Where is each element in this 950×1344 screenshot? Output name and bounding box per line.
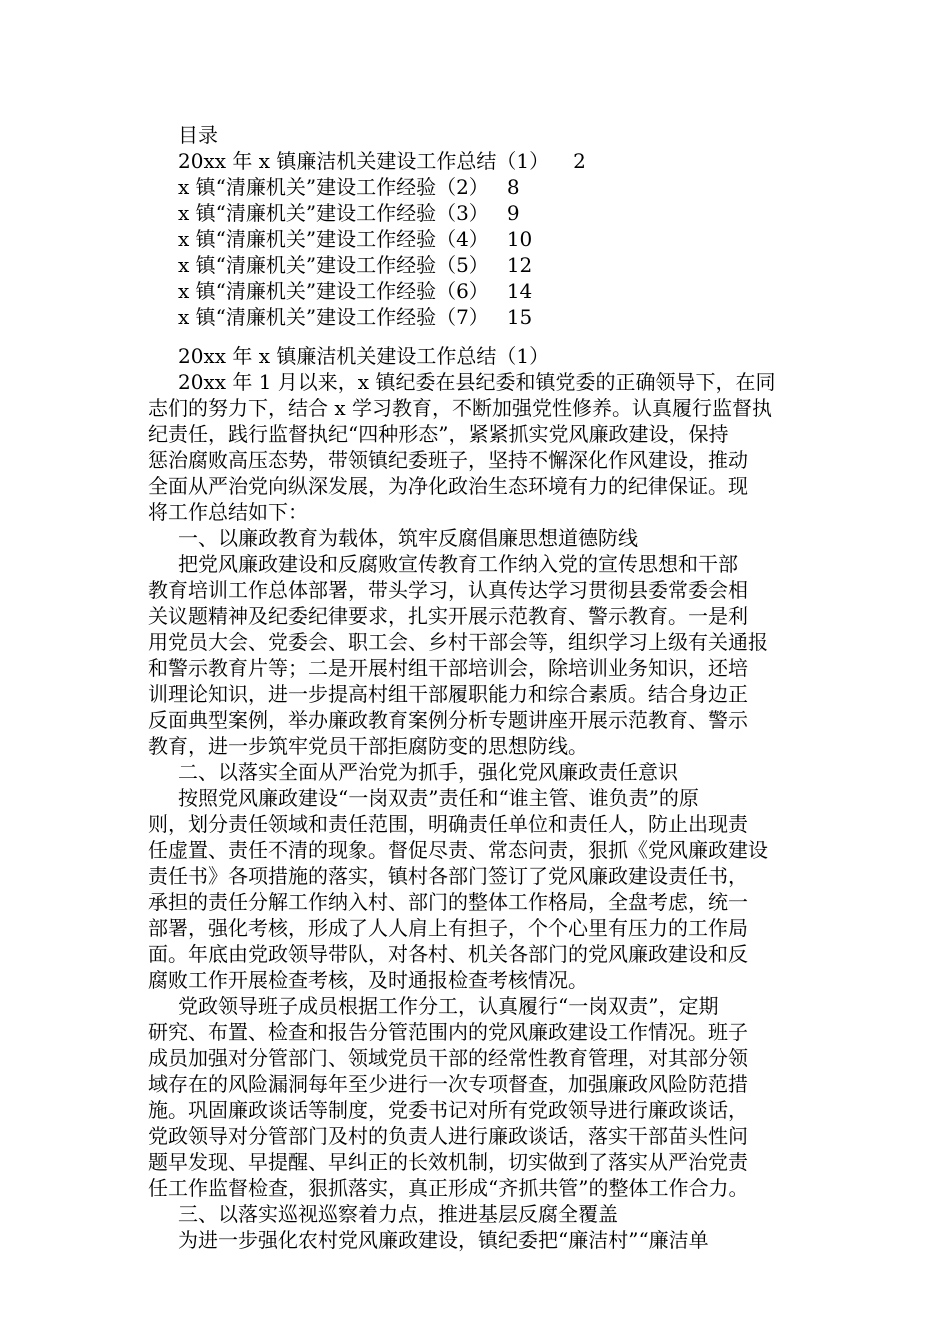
toc-item-page: 8 xyxy=(506,175,520,199)
toc-item-label: x 镇“清廉机关”建设工作经验（4） xyxy=(178,227,489,251)
text-line: 腐败工作开展检查考核，及时通报检查考核情况。 xyxy=(148,968,588,992)
text-line: 责任书》各项措施的落实，镇村各部门签订了党风廉政建设责任书， xyxy=(148,864,748,888)
toc-item[interactable] xyxy=(178,252,778,278)
toc-item-page: 12 xyxy=(506,253,533,277)
toc-item[interactable] xyxy=(178,226,778,252)
text-line: 按照党风廉政建设“一岗双责”责任和“谁主管、谁负责”的原 xyxy=(178,786,699,810)
text-line: 党政领导班子成员根据工作分工，认真履行“一岗双责”，定期 xyxy=(178,994,719,1018)
text-line: 则，划分责任领域和责任范围，明确责任单位和责任人，防止出现责 xyxy=(148,812,748,836)
text-line: 将工作总结如下： xyxy=(148,500,308,524)
text-line: 教育培训工作总体部署，带头学习，认真传达学习贯彻县委常委会相 xyxy=(148,578,748,602)
text-line: 任虚置、责任不清的现象。督促尽责、常态问责，狠抓《党风廉政建设 xyxy=(148,838,768,862)
toc-item-page: 2 xyxy=(573,149,586,173)
document-title: 20xx 年 x 镇廉洁机关建设工作总结（1） xyxy=(178,344,550,368)
toc-item-label: x 镇“清廉机关”建设工作经验（6） xyxy=(178,279,489,303)
text-line: 用党员大会、党委会、职工会、乡村干部会等，组织学习上级有关通报 xyxy=(148,630,768,654)
text-line: 20xx 年 1 月以来，x 镇纪委在县纪委和镇党委的正确领导下，在同 xyxy=(178,370,776,394)
text-line: 题早发现、早提醒、早纠正的长效机制，切实做到了落实从严治党责 xyxy=(148,1150,748,1174)
toc-item-page: 9 xyxy=(506,201,520,225)
text-line: 为进一步强化农村党风廉政建设，镇纪委把“廉洁村”“廉洁单 xyxy=(178,1228,709,1252)
toc-item-page: 15 xyxy=(506,305,533,329)
toc-item-page: 14 xyxy=(506,279,533,303)
toc-item-label: x 镇“清廉机关”建设工作经验（3） xyxy=(178,201,489,225)
text-line: 任工作监督检查，狠抓落实，真正形成“齐抓共管”的整体工作合力。 xyxy=(148,1176,749,1200)
document-body xyxy=(148,343,798,1253)
toc-item[interactable] xyxy=(178,200,778,226)
toc-item[interactable] xyxy=(178,304,778,330)
toc-item[interactable] xyxy=(178,174,778,200)
toc-title: 目录 xyxy=(178,123,218,147)
text-line: 纪责任，践行监督执纪“四种形态”，紧紧抓实党风廉政建设，保持 xyxy=(148,422,729,446)
text-line: 教育，进一步筑牢党员干部拒腐防变的思想防线。 xyxy=(148,734,588,758)
text-line: 承担的责任分解工作纳入村、部门的整体工作格局，全盘考虑，统一 xyxy=(148,890,748,914)
text-line: 施。巩固廉政谈话等制度，党委书记对所有党政领导进行廉政谈话， xyxy=(148,1098,748,1122)
toc-item-label: 20xx 年 x 镇廉洁机关建设工作总结（1） xyxy=(178,149,550,173)
text-line: 党政领导对分管部门及村的负责人进行廉政谈话，落实干部苗头性问 xyxy=(148,1124,748,1148)
text-line: 部署，强化考核，形成了人人肩上有担子，个个心里有压力的工作局 xyxy=(148,916,748,940)
toc-item-label: x 镇“清廉机关”建设工作经验（2） xyxy=(178,175,489,199)
text-line: 惩治腐败高压态势，带领镇纪委班子，坚持不懈深化作风建设，推动 xyxy=(148,448,748,472)
text-line: 研究、布置、检查和报告分管范围内的党风廉政建设工作情况。班子 xyxy=(148,1020,748,1044)
section-heading: 三、以落实巡视巡察着力点，推进基层反腐全覆盖 xyxy=(178,1202,618,1226)
text-line: 把党风廉政建设和反腐败宣传教育工作纳入党的宣传思想和干部 xyxy=(178,552,738,576)
text-line: 和警示教育片等；二是开展村组干部培训会，除培训业务知识，还培 xyxy=(148,656,748,680)
text-line: 全面从严治党向纵深发展，为净化政治生态环境有力的纪律保证。现 xyxy=(148,474,748,498)
text-line: 面。年底由党政领导带队，对各村、机关各部门的党风廉政建设和反 xyxy=(148,942,748,966)
text-line: 域存在的风险漏洞每年至少进行一次专项督查，加强廉政风险防范措 xyxy=(148,1072,748,1096)
toc-item[interactable] xyxy=(178,278,778,304)
text-line: 志们的努力下，结合 x 学习教育，不断加强党性修养。认真履行监督执 xyxy=(148,396,772,420)
table-of-contents xyxy=(178,122,778,330)
toc-item[interactable] xyxy=(178,148,778,174)
text-line: 反面典型案例，举办廉政教育案例分析专题讲座开展示范教育、警示 xyxy=(148,708,748,732)
toc-item-label: x 镇“清廉机关”建设工作经验（7） xyxy=(178,305,489,329)
toc-item-label: x 镇“清廉机关”建设工作经验（5） xyxy=(178,253,489,277)
section-heading: 一、以廉政教育为载体，筑牢反腐倡廉思想道德防线 xyxy=(178,526,638,550)
text-line: 成员加强对分管部门、领域党员干部的经常性教育管理，对其部分领 xyxy=(148,1046,748,1070)
text-line: 训理论知识，进一步提高村组干部履职能力和综合素质。结合身边正 xyxy=(148,682,748,706)
toc-item-page: 10 xyxy=(506,227,533,251)
text-line: 关议题精神及纪委纪律要求，扎实开展示范教育、警示教育。一是利 xyxy=(148,604,748,628)
section-heading: 二、以落实全面从严治党为抓手，强化党风廉政责任意识 xyxy=(178,760,678,784)
